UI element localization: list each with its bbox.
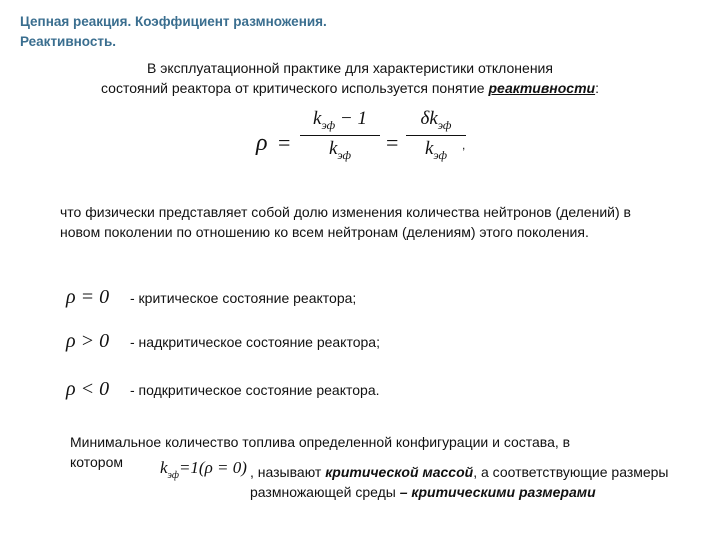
intro-colon: :	[595, 80, 599, 96]
fraction-1-k: k	[313, 108, 322, 129]
k-eff-formula	[160, 458, 247, 481]
fraction-2-dk: δk	[420, 108, 438, 129]
state-critical-formula: ρ = 0	[66, 286, 110, 308]
intro-line-1: В эксплуатационной практике для характеристики отклонения	[147, 60, 553, 76]
formula-equals-1: =	[278, 130, 291, 155]
k-eff-k: k	[160, 458, 168, 477]
title-line-1: Цепная реакция. Коэффициент размножения.	[20, 14, 327, 29]
definition-mid: , а соответствующие размеры размножающей среды	[250, 464, 669, 500]
state-supercritical	[66, 330, 666, 360]
title-line-2: Реактивность.	[20, 34, 117, 49]
critical-mass-line-1: Минимальное количество топлива определенной конфигурации и состава, в	[70, 434, 571, 450]
fraction-1-den-sub: эф	[337, 148, 352, 162]
fraction-1-denominator	[300, 138, 380, 163]
intro-text	[50, 58, 650, 98]
k-eff-sub: эф	[167, 470, 179, 481]
formula-equals-2: =	[386, 130, 399, 155]
definition-dash: –	[399, 484, 412, 500]
fraction-2-bar	[406, 135, 466, 136]
critical-mass-definition	[250, 462, 690, 502]
explanation-paragraph: что физически представляет собой долю изменения количества нейтронов (делений) в новом поколении по отношению ко всем нейтронам (делениям) этого поколения.	[60, 204, 631, 240]
fraction-1-minus-one: − 1	[335, 108, 367, 129]
state-supercritical-text: - надкритическое состояние реактора;	[130, 334, 380, 350]
fraction-2-den-sub: эф	[433, 148, 448, 162]
fraction-2-sub: эф	[437, 118, 452, 132]
formula-fraction-2	[406, 108, 466, 163]
formula-rho: ρ	[256, 130, 268, 156]
state-supercritical-formula: ρ > 0	[66, 330, 110, 352]
critical-mass-term: критической массой	[325, 464, 474, 480]
formula-fraction-1	[300, 108, 380, 163]
fraction-1-den-k: k	[328, 138, 338, 159]
critical-sizes-term: критическими размерами	[411, 484, 596, 500]
state-critical	[66, 286, 666, 316]
state-critical-text: - критическое состояние реактора;	[130, 290, 357, 306]
k-eff-rest: =1(ρ = 0)	[178, 458, 247, 477]
slide-title	[20, 12, 327, 52]
fraction-2-numerator	[406, 108, 466, 133]
fraction-2-den-k: k	[424, 138, 434, 159]
definition-pre: , называют	[250, 464, 326, 480]
intro-line-2	[50, 78, 650, 98]
state-subcritical-text: - подкритическое состояние реактора.	[130, 382, 380, 398]
reactivity-term: реактивности	[488, 80, 596, 96]
state-subcritical	[66, 378, 666, 408]
fraction-1-bar	[300, 135, 380, 136]
reactivity-formula	[256, 108, 496, 178]
intro-line-2-text: состояний реактора от критического используется понятие	[101, 80, 489, 96]
fraction-1-numerator	[300, 108, 380, 133]
state-subcritical-formula: ρ < 0	[66, 378, 110, 400]
fraction-2-denominator	[406, 138, 466, 163]
fraction-1-sub: эф	[321, 118, 336, 132]
critical-mass-line-2: котором	[70, 454, 123, 470]
formula-comma: ,	[462, 138, 466, 152]
